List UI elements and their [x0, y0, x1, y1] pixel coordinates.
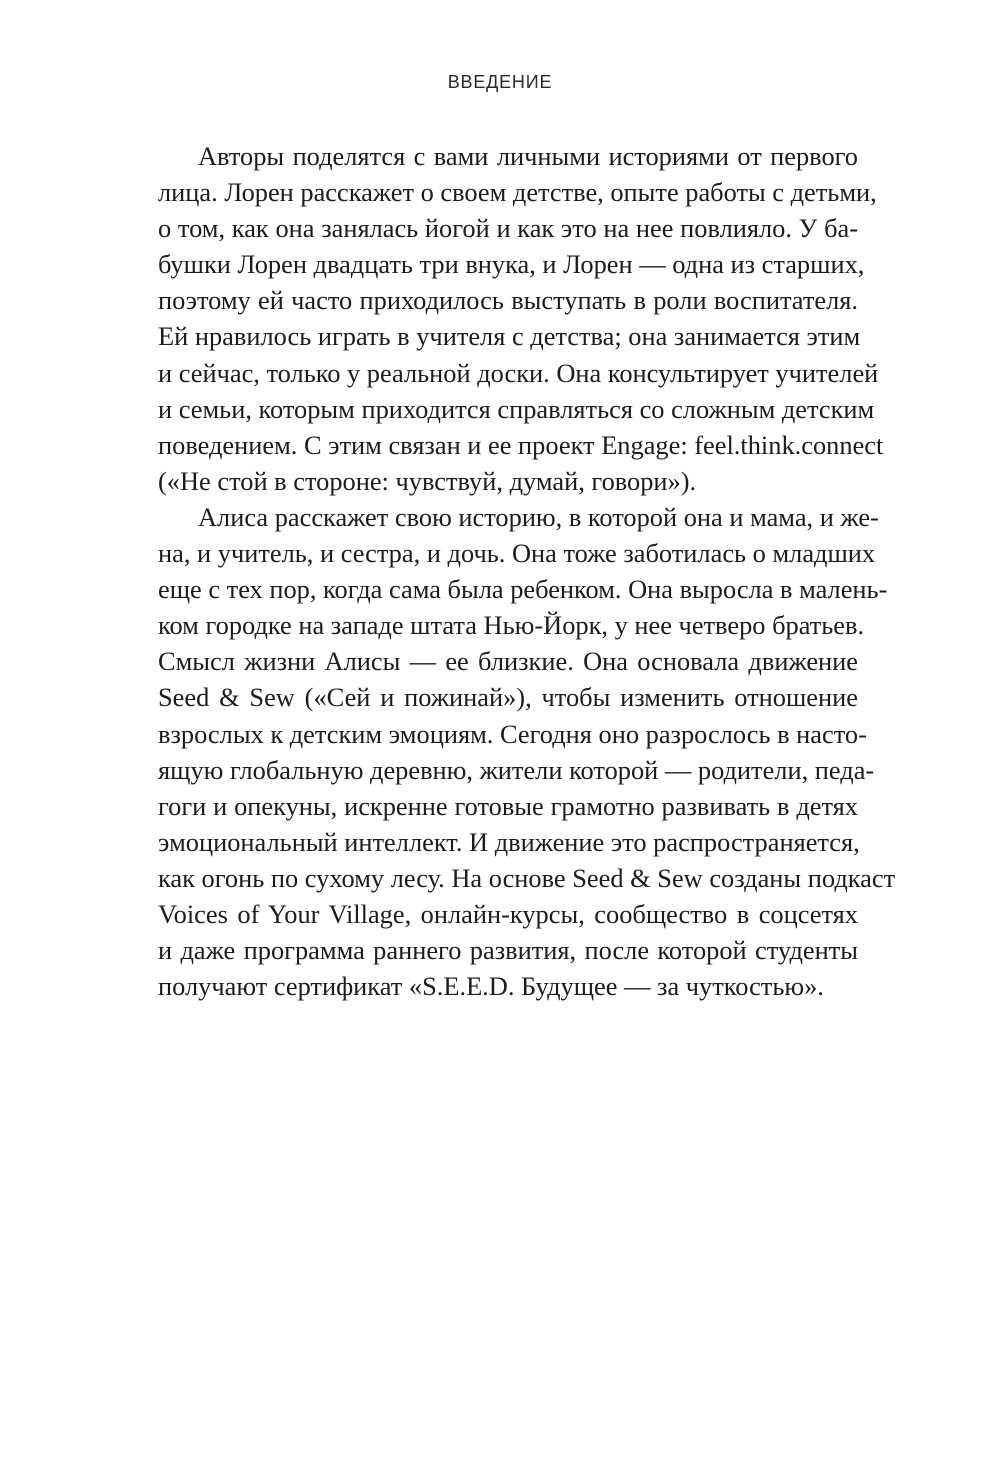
- text-line: о том, как она занялась йогой и как это на нее повлияло. У ба-: [158, 213, 858, 244]
- paragraph-1: [158, 138, 884, 499]
- text-line: Авторы поделятся с вами личными историями от первого: [198, 141, 858, 171]
- text-line: еще с тех пор, когда сама была ребенком. Она выросла в малень-: [158, 574, 888, 605]
- text-line: поэтому ей часто приходилось выступать в роли воспитателя.: [158, 285, 858, 316]
- text-line: и семьи, которым приходится справляться со сложным детским: [158, 393, 875, 424]
- text-line: («Не стой в стороне: чувствуй, думай, говори»).: [158, 465, 697, 496]
- text-line: как огонь по сухому лесу. На основе Seed & Sew созданы подкаст: [158, 862, 896, 893]
- text-line: Смысл жизни Алисы — ее близкие. Она основала движение: [158, 646, 858, 677]
- text-line: и даже программа раннего развития, после которой студенты: [158, 935, 858, 966]
- text-line: и сейчас, только у реальной доски. Она консультирует учителей: [158, 357, 879, 388]
- body-text: [158, 138, 896, 1004]
- text-line: ком городке на западе штата Нью-Йорк, у нее четверо братьев.: [158, 610, 865, 641]
- text-line: взрослых к детским эмоциям. Сегодня оно разрослось в насто-: [158, 718, 867, 749]
- text-line: лица. Лорен расскажет о своем детстве, опыте работы с детьми,: [158, 177, 877, 208]
- text-line: Voices of Your Village, онлайн-курсы, сообщество в соцсетях: [158, 898, 858, 929]
- text-line: получают сертификат «S.E.E.D. Будущее — за чуткостью».: [158, 971, 824, 1002]
- text-line: эмоциональный интеллект. И движение это распространяется,: [158, 826, 860, 857]
- text-line: Алиса расскажет свою историю, в которой она и мама, и же-: [198, 501, 879, 532]
- text-line: гоги и опекуны, искренне готовые грамотно развивать в детях: [158, 790, 858, 821]
- running-head: ВВЕДЕНИЕ: [447, 72, 553, 92]
- text-line: на, и учитель, и сестра, и дочь. Она тоже заботилась о младших: [158, 538, 876, 569]
- text-line: поведением. С этим связан и ее проект Engage: feel.think.connect: [158, 429, 884, 460]
- paragraph-2: [158, 499, 896, 1004]
- text-line: Seed & Sew («Сей и пожинай»), чтобы изменить отношение: [158, 682, 858, 713]
- text-line: бушки Лорен двадцать три внука, и Лорен — одна из старших,: [158, 249, 865, 280]
- text-line: ящую глобальную деревню, жители которой — родители, педа-: [158, 754, 875, 785]
- text-line: Ей нравилось играть в учителя с детства; она занимается этим: [158, 321, 861, 352]
